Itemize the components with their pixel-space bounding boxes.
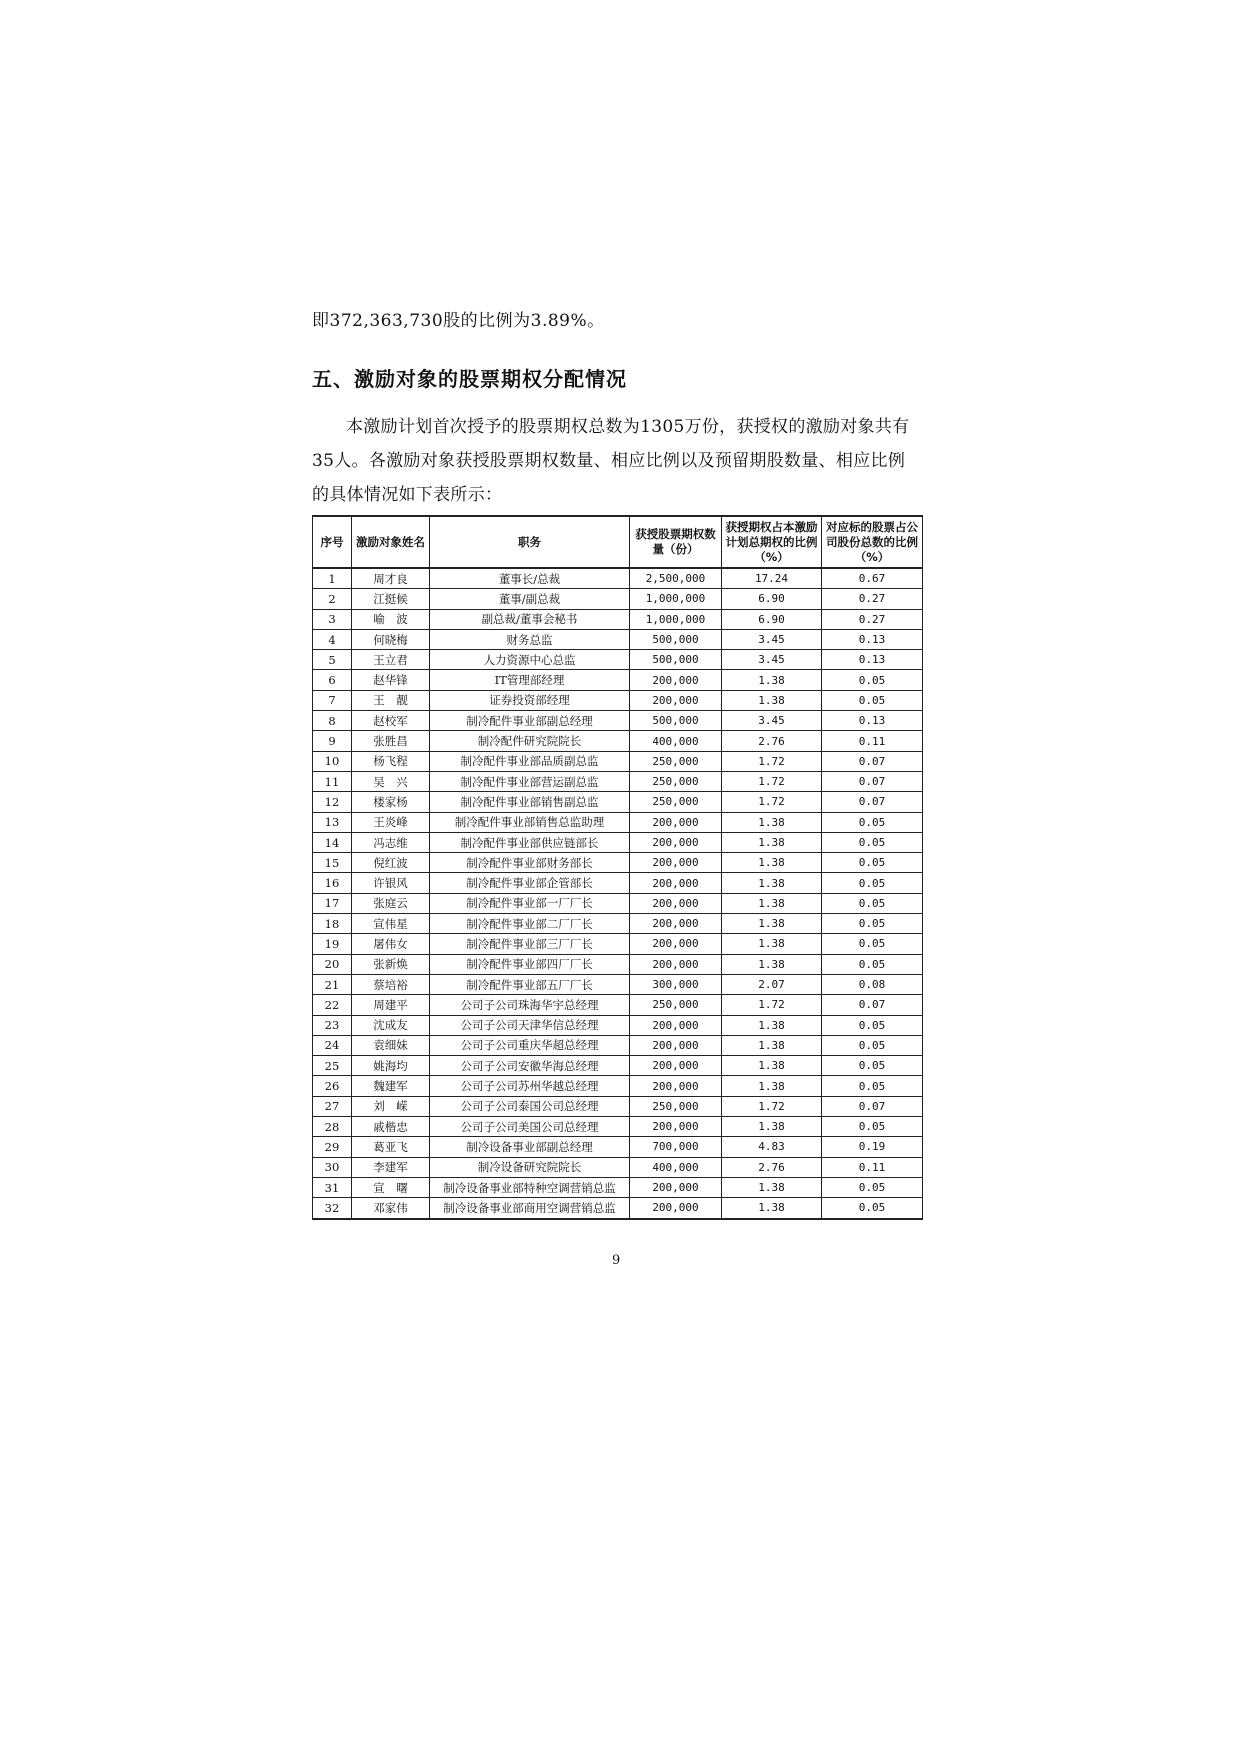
cell-index: 11 (313, 771, 352, 791)
table-row (313, 1117, 923, 1137)
cell-options: 250,000 (630, 771, 722, 791)
cell-options: 200,000 (630, 1076, 722, 1096)
cell-options: 200,000 (630, 1117, 722, 1137)
cell-plan-ratio: 1.38 (722, 1076, 822, 1096)
cell-plan-ratio: 1.38 (722, 954, 822, 974)
cell-share-ratio: 0.05 (822, 893, 923, 913)
cell-index: 9 (313, 731, 352, 751)
cell-name: 王炎峰 (352, 812, 430, 832)
cell-share-ratio: 0.27 (822, 609, 923, 629)
cell-plan-ratio: 1.38 (722, 893, 822, 913)
cell-name: 张新焕 (352, 954, 430, 974)
cell-share-ratio: 0.13 (822, 711, 923, 731)
cell-position: 公司子公司天津华信总经理 (430, 1015, 630, 1035)
cell-plan-ratio: 1.38 (722, 690, 822, 710)
cell-name: 王立君 (352, 650, 430, 670)
col-header-index: 序号 (313, 516, 352, 568)
cell-share-ratio: 0.67 (822, 568, 923, 589)
cell-share-ratio: 0.05 (822, 934, 923, 954)
cell-index: 23 (313, 1015, 352, 1035)
cell-options: 250,000 (630, 1096, 722, 1116)
cell-share-ratio: 0.05 (822, 954, 923, 974)
cell-index: 14 (313, 832, 352, 852)
table-row (313, 893, 923, 913)
table-row (313, 1076, 923, 1096)
cell-plan-ratio: 1.38 (722, 914, 822, 934)
cell-index: 15 (313, 853, 352, 873)
cell-index: 16 (313, 873, 352, 893)
cell-options: 2,500,000 (630, 568, 722, 589)
cell-position: 制冷配件事业部二厂厂长 (430, 914, 630, 934)
cell-position: 公司子公司安徽华海总经理 (430, 1056, 630, 1076)
cell-position: 证券投资部经理 (430, 690, 630, 710)
table-header (313, 516, 923, 568)
cell-share-ratio: 0.07 (822, 792, 923, 812)
cell-share-ratio: 0.05 (822, 873, 923, 893)
table-row (313, 629, 923, 649)
cell-plan-ratio: 1.72 (722, 751, 822, 771)
table-row (313, 873, 923, 893)
cell-name: 赵校军 (352, 711, 430, 731)
cell-name: 刘 嵘 (352, 1096, 430, 1116)
cell-name: 张庭云 (352, 893, 430, 913)
cell-plan-ratio: 2.76 (722, 731, 822, 751)
cell-options: 250,000 (630, 995, 722, 1015)
cell-position: 人力资源中心总监 (430, 650, 630, 670)
cell-position: 制冷设备研究院院长 (430, 1157, 630, 1177)
cell-plan-ratio: 3.45 (722, 629, 822, 649)
cell-index: 2 (313, 589, 352, 609)
cell-index: 4 (313, 629, 352, 649)
cell-plan-ratio: 1.72 (722, 771, 822, 791)
cell-plan-ratio: 1.38 (722, 1117, 822, 1137)
cell-position: 制冷配件事业部供应链部长 (430, 832, 630, 852)
table-row (313, 1096, 923, 1116)
cell-position: 公司子公司苏州华越总经理 (430, 1076, 630, 1096)
cell-plan-ratio: 1.38 (722, 1035, 822, 1055)
cell-share-ratio: 0.11 (822, 1157, 923, 1177)
cell-options: 200,000 (630, 670, 722, 690)
cell-name: 杨飞程 (352, 751, 430, 771)
cell-options: 200,000 (630, 853, 722, 873)
cell-position: 制冷设备事业部特种空调营销总监 (430, 1177, 630, 1197)
cell-options: 200,000 (630, 690, 722, 710)
cell-share-ratio: 0.07 (822, 751, 923, 771)
cell-index: 32 (313, 1198, 352, 1219)
table-row (313, 1157, 923, 1177)
cell-options: 500,000 (630, 629, 722, 649)
table-row (313, 711, 923, 731)
cell-plan-ratio: 1.38 (722, 934, 822, 954)
cell-name: 王 靓 (352, 690, 430, 710)
cell-index: 6 (313, 670, 352, 690)
cell-plan-ratio: 6.90 (722, 609, 822, 629)
cell-plan-ratio: 1.38 (722, 853, 822, 873)
cell-index: 8 (313, 711, 352, 731)
cell-name: 吴 兴 (352, 771, 430, 791)
cell-share-ratio: 0.05 (822, 914, 923, 934)
cell-options: 250,000 (630, 792, 722, 812)
cell-plan-ratio: 6.90 (722, 589, 822, 609)
cell-position: 制冷配件事业部销售总监助理 (430, 812, 630, 832)
cell-options: 1,000,000 (630, 589, 722, 609)
cell-name: 宣伟星 (352, 914, 430, 934)
cell-options: 200,000 (630, 954, 722, 974)
cell-share-ratio: 0.05 (822, 670, 923, 690)
cell-plan-ratio: 3.45 (722, 650, 822, 670)
cell-index: 21 (313, 974, 352, 994)
cell-name: 楼家杨 (352, 792, 430, 812)
cell-options: 200,000 (630, 1035, 722, 1055)
cell-position: 制冷配件事业部品质副总监 (430, 751, 630, 771)
cell-index: 22 (313, 995, 352, 1015)
cell-plan-ratio: 1.38 (722, 812, 822, 832)
cell-name: 许银风 (352, 873, 430, 893)
cell-position: 制冷配件事业部营运副总监 (430, 771, 630, 791)
table-row (313, 853, 923, 873)
cell-share-ratio: 0.05 (822, 1076, 923, 1096)
cell-options: 1,000,000 (630, 609, 722, 629)
cell-options: 200,000 (630, 934, 722, 954)
cell-plan-ratio: 1.38 (722, 670, 822, 690)
cell-position: 制冷配件事业部一厂厂长 (430, 893, 630, 913)
cell-index: 7 (313, 690, 352, 710)
cell-position: 公司子公司珠海华宇总经理 (430, 995, 630, 1015)
cell-plan-ratio: 4.83 (722, 1137, 822, 1157)
cell-share-ratio: 0.08 (822, 974, 923, 994)
cell-index: 24 (313, 1035, 352, 1055)
table-row (313, 914, 923, 934)
paragraph-text: 本激励计划首次授予的股票期权总数为1305万份，获授权的激励对象共有35人。各激励对象获授股票期权数量、相应比例以及预留期股数量、相应比例的具体情况如下表所示： (312, 417, 910, 505)
cell-plan-ratio: 17.24 (722, 568, 822, 589)
cell-position: 制冷设备事业部商用空调营销总监 (430, 1198, 630, 1219)
cell-options: 200,000 (630, 1056, 722, 1076)
cell-share-ratio: 0.07 (822, 995, 923, 1015)
table-row (313, 812, 923, 832)
cell-plan-ratio: 1.38 (722, 832, 822, 852)
col-header-plan-ratio: 获授期权占本激励计划总期权的比例（%） (722, 516, 822, 568)
cell-position: 制冷配件事业部三厂厂长 (430, 934, 630, 954)
cell-plan-ratio: 1.38 (722, 1015, 822, 1035)
col-header-share-ratio: 对应标的股票占公司股份总数的比例（%） (822, 516, 923, 568)
cell-position: 制冷配件事业部销售副总监 (430, 792, 630, 812)
cell-share-ratio: 0.05 (822, 853, 923, 873)
cell-name: 姚海均 (352, 1056, 430, 1076)
page-number: 9 (612, 1253, 621, 1268)
cell-options: 300,000 (630, 974, 722, 994)
cell-index: 30 (313, 1157, 352, 1177)
cell-position: 制冷配件研究院院长 (430, 731, 630, 751)
table-row (313, 832, 923, 852)
cell-index: 3 (313, 609, 352, 629)
cell-plan-ratio: 1.38 (722, 1056, 822, 1076)
table-row (313, 1015, 923, 1035)
cell-index: 25 (313, 1056, 352, 1076)
cell-plan-ratio: 1.72 (722, 1096, 822, 1116)
cell-position: 制冷配件事业部企管部长 (430, 873, 630, 893)
cell-options: 500,000 (630, 650, 722, 670)
table-row (313, 974, 923, 994)
cell-options: 250,000 (630, 751, 722, 771)
cell-options: 200,000 (630, 1198, 722, 1219)
cell-options: 200,000 (630, 1015, 722, 1035)
cell-share-ratio: 0.07 (822, 1096, 923, 1116)
cell-name: 喻 波 (352, 609, 430, 629)
cell-position: 制冷配件事业部五厂厂长 (430, 974, 630, 994)
cell-index: 27 (313, 1096, 352, 1116)
cell-name: 戚楷忠 (352, 1117, 430, 1137)
cell-share-ratio: 0.05 (822, 1035, 923, 1055)
table-row (313, 650, 923, 670)
table-row (313, 771, 923, 791)
cell-share-ratio: 0.05 (822, 1198, 923, 1219)
cell-position: 制冷设备事业部副总经理 (430, 1137, 630, 1157)
cell-index: 12 (313, 792, 352, 812)
table-row (313, 568, 923, 589)
cell-index: 1 (313, 568, 352, 589)
cell-name: 李建军 (352, 1157, 430, 1177)
cell-name: 蔡培裕 (352, 974, 430, 994)
cell-share-ratio: 0.07 (822, 771, 923, 791)
cell-plan-ratio: 2.07 (722, 974, 822, 994)
cell-name: 屠伟女 (352, 934, 430, 954)
table-row (313, 1177, 923, 1197)
cell-options: 200,000 (630, 812, 722, 832)
body-paragraph (312, 410, 922, 512)
table-row (313, 731, 923, 751)
cell-name: 倪红波 (352, 853, 430, 873)
cell-name: 赵华锋 (352, 670, 430, 690)
cell-name: 周建平 (352, 995, 430, 1015)
cell-index: 17 (313, 893, 352, 913)
cell-name: 袁细妹 (352, 1035, 430, 1055)
cell-name: 葛亚飞 (352, 1137, 430, 1157)
cell-options: 200,000 (630, 832, 722, 852)
table-row (313, 1137, 923, 1157)
cell-name: 江挺候 (352, 589, 430, 609)
cell-name: 张胜昌 (352, 731, 430, 751)
cell-index: 20 (313, 954, 352, 974)
cell-index: 31 (313, 1177, 352, 1197)
table-row (313, 1035, 923, 1055)
cell-position: 董事长/总裁 (430, 568, 630, 589)
cell-position: 董事/副总裁 (430, 589, 630, 609)
cell-name: 沈成友 (352, 1015, 430, 1035)
cell-index: 28 (313, 1117, 352, 1137)
cell-plan-ratio: 1.38 (722, 1198, 822, 1219)
cell-name: 魏建军 (352, 1076, 430, 1096)
cell-options: 200,000 (630, 873, 722, 893)
cell-position: IT管理部经理 (430, 670, 630, 690)
cell-options: 500,000 (630, 711, 722, 731)
cell-position: 副总裁/董事会秘书 (430, 609, 630, 629)
cell-plan-ratio: 1.38 (722, 873, 822, 893)
cell-share-ratio: 0.05 (822, 1117, 923, 1137)
cell-share-ratio: 0.05 (822, 1056, 923, 1076)
table-row (313, 1198, 923, 1219)
cell-index: 5 (313, 650, 352, 670)
table-row (313, 670, 923, 690)
cell-name: 宣 曙 (352, 1177, 430, 1197)
cell-share-ratio: 0.27 (822, 589, 923, 609)
cell-index: 19 (313, 934, 352, 954)
cell-position: 财务总监 (430, 629, 630, 649)
intro-line: 即372,363,730股的比例为3.89%。 (312, 311, 605, 331)
col-header-options: 获授股票期权数量（份） (630, 516, 722, 568)
col-header-name: 激励对象姓名 (352, 516, 430, 568)
cell-share-ratio: 0.13 (822, 629, 923, 649)
cell-plan-ratio: 3.45 (722, 711, 822, 731)
cell-name: 何晓梅 (352, 629, 430, 649)
section-heading: 五、激励对象的股票期权分配情况 (312, 367, 627, 391)
cell-plan-ratio: 1.72 (722, 792, 822, 812)
table-row (313, 995, 923, 1015)
cell-plan-ratio: 2.76 (722, 1157, 822, 1177)
cell-name: 冯志维 (352, 832, 430, 852)
cell-index: 10 (313, 751, 352, 771)
cell-share-ratio: 0.05 (822, 690, 923, 710)
cell-options: 400,000 (630, 1157, 722, 1177)
table-row (313, 609, 923, 629)
cell-index: 29 (313, 1137, 352, 1157)
table-row (313, 934, 923, 954)
cell-position: 制冷配件事业部四厂厂长 (430, 954, 630, 974)
table-row (313, 792, 923, 812)
cell-name: 周才良 (352, 568, 430, 589)
table-row (313, 751, 923, 771)
cell-position: 公司子公司重庆华超总经理 (430, 1035, 630, 1055)
cell-plan-ratio: 1.38 (722, 1177, 822, 1197)
cell-share-ratio: 0.05 (822, 812, 923, 832)
cell-position: 制冷配件事业部财务部长 (430, 853, 630, 873)
cell-options: 700,000 (630, 1137, 722, 1157)
cell-index: 26 (313, 1076, 352, 1096)
table-row (313, 690, 923, 710)
cell-position: 公司子公司泰国公司总经理 (430, 1096, 630, 1116)
cell-share-ratio: 0.19 (822, 1137, 923, 1157)
cell-share-ratio: 0.05 (822, 1177, 923, 1197)
cell-name: 邓家伟 (352, 1198, 430, 1219)
cell-share-ratio: 0.05 (822, 1015, 923, 1035)
table-row (313, 1056, 923, 1076)
allocation-table (312, 515, 923, 1220)
cell-index: 18 (313, 914, 352, 934)
cell-options: 200,000 (630, 893, 722, 913)
table-body (313, 568, 923, 1219)
cell-plan-ratio: 1.72 (722, 995, 822, 1015)
cell-options: 200,000 (630, 914, 722, 934)
cell-options: 200,000 (630, 1177, 722, 1197)
col-header-position: 职务 (430, 516, 630, 568)
cell-position: 制冷配件事业部副总经理 (430, 711, 630, 731)
cell-share-ratio: 0.11 (822, 731, 923, 751)
table-row (313, 589, 923, 609)
cell-position: 公司子公司美国公司总经理 (430, 1117, 630, 1137)
cell-options: 400,000 (630, 731, 722, 751)
cell-share-ratio: 0.05 (822, 832, 923, 852)
cell-share-ratio: 0.13 (822, 650, 923, 670)
table-row (313, 954, 923, 974)
cell-index: 13 (313, 812, 352, 832)
